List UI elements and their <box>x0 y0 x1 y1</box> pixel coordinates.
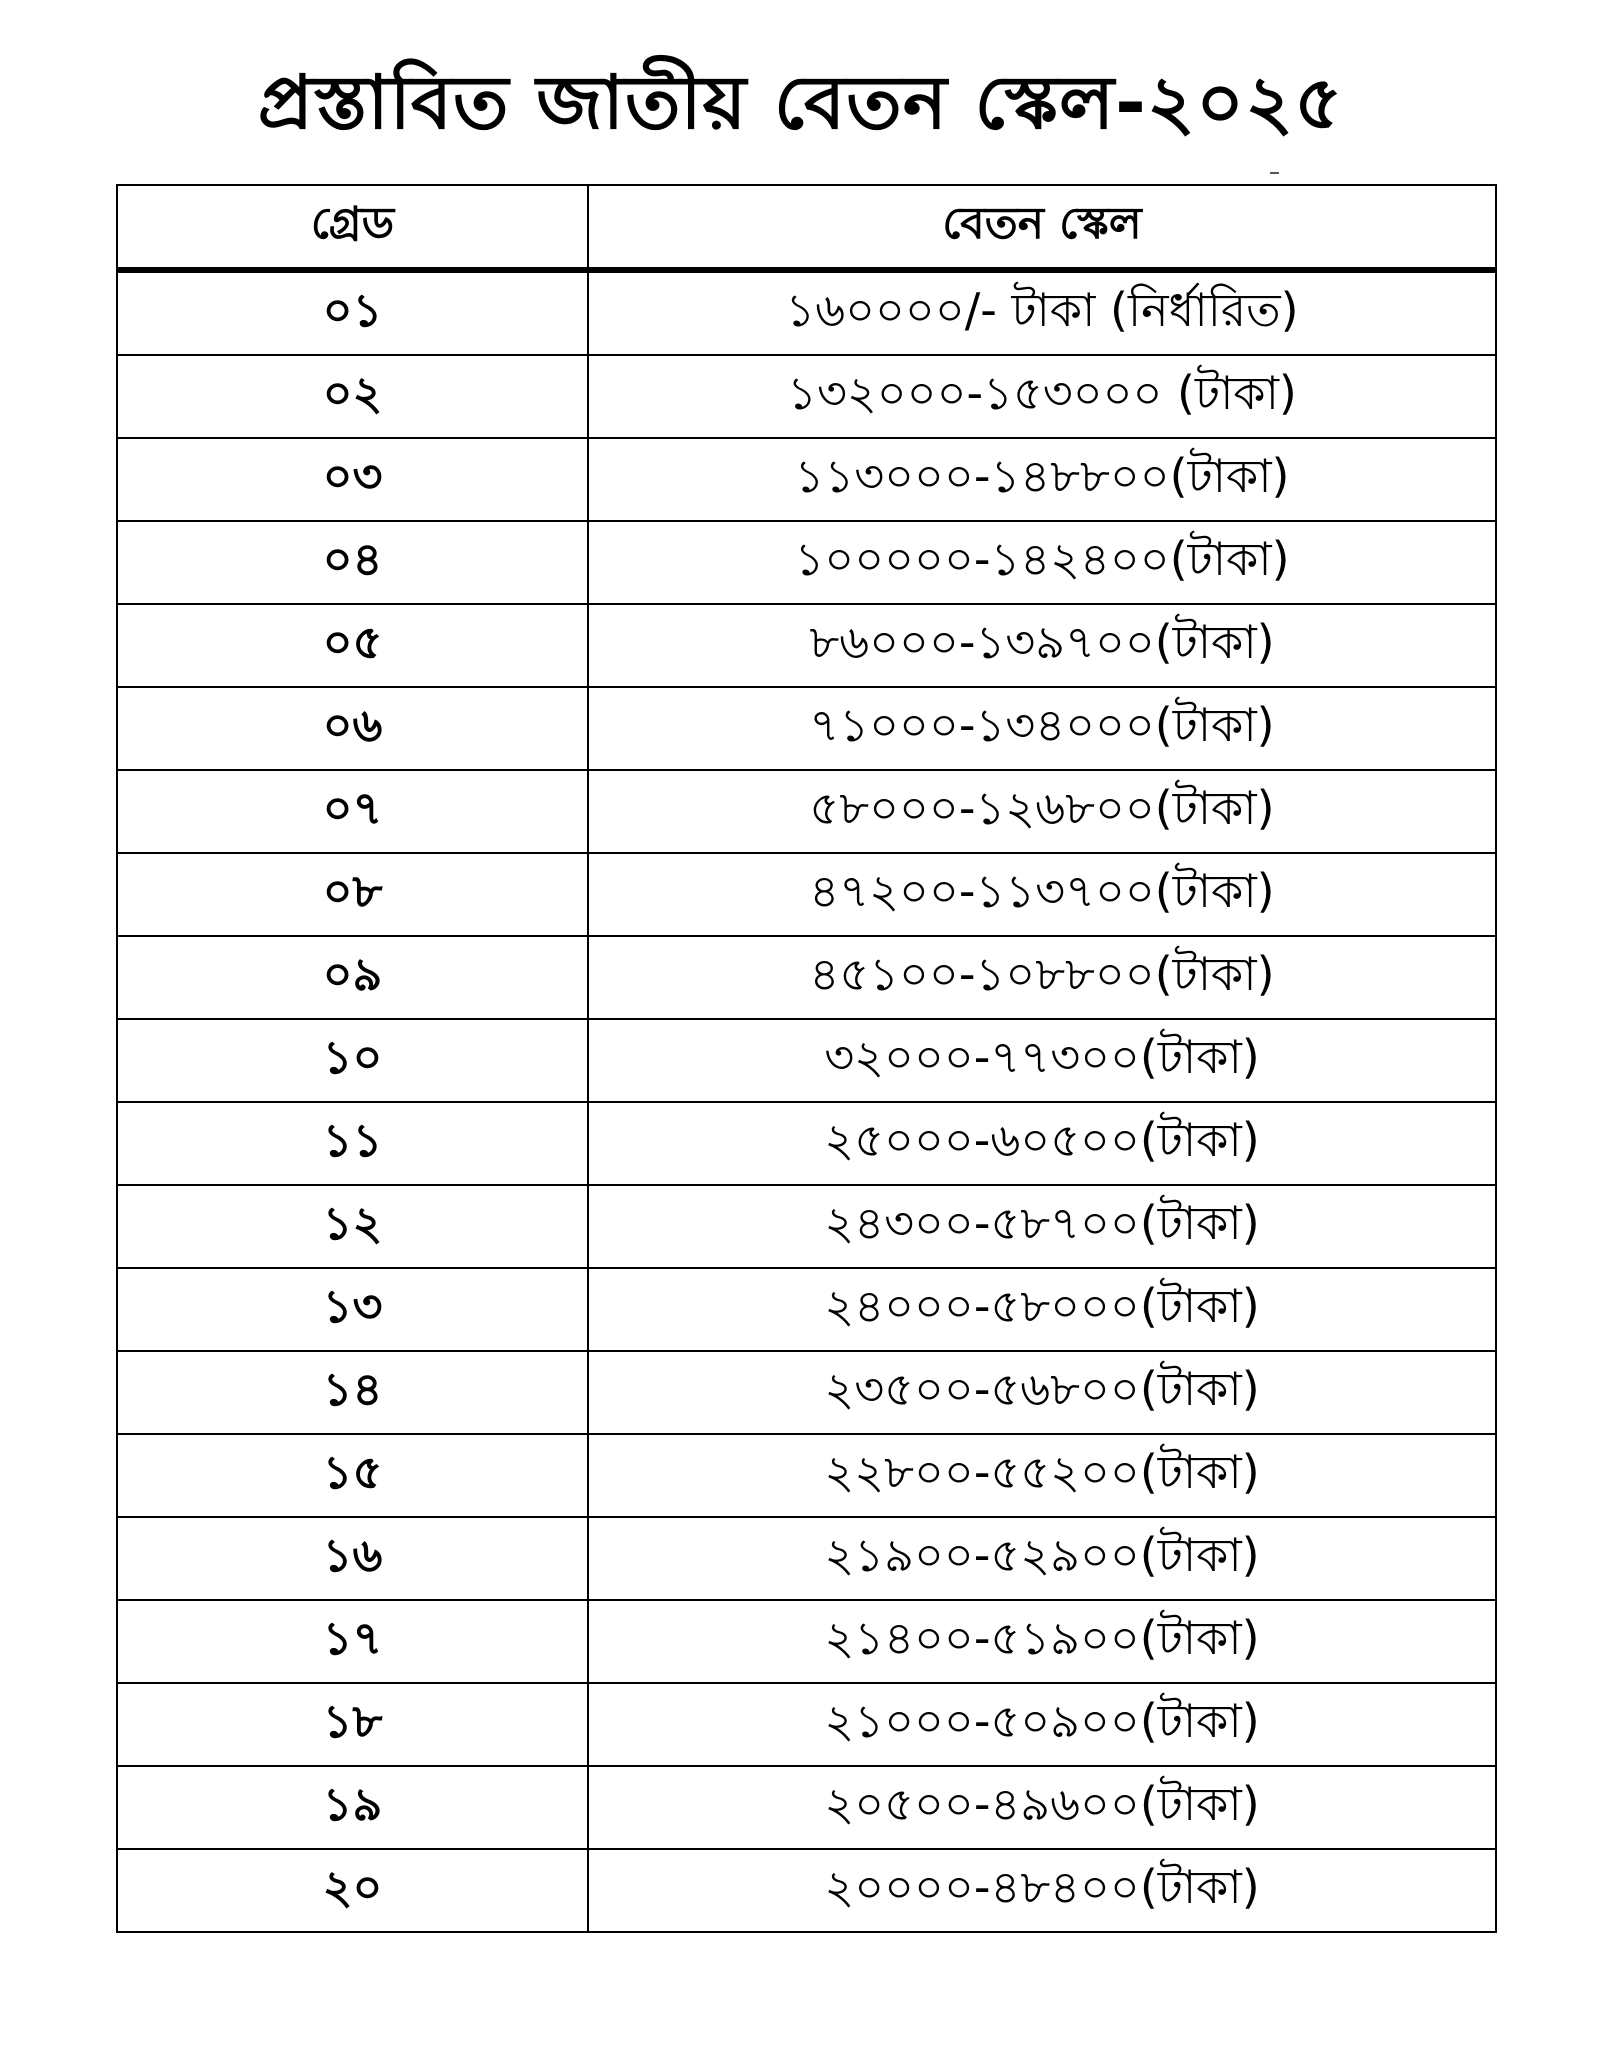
grade-cell: ১৩ <box>117 1268 588 1351</box>
grade-cell: ০৮ <box>117 853 588 936</box>
table-row <box>117 1766 1496 1849</box>
table-row <box>117 1019 1496 1102</box>
grade-cell: ০৩ <box>117 438 588 521</box>
scale-cell: ২১০০০-৫০৯০০(টাকা) <box>588 1683 1496 1766</box>
table-row <box>117 355 1496 438</box>
grade-cell: ১৭ <box>117 1600 588 1683</box>
scale-cell: ২০০০০-৪৮৪০০(টাকা) <box>588 1849 1496 1932</box>
scale-cell: ২৪৩০০-৫৮৭০০(টাকা) <box>588 1185 1496 1268</box>
table-row <box>117 936 1496 1019</box>
grade-column-header: গ্রেড <box>117 185 588 270</box>
table-row <box>117 853 1496 936</box>
table-row <box>117 770 1496 853</box>
scale-cell: ২১৪০০-৫১৯০০(টাকা) <box>588 1600 1496 1683</box>
table-row <box>117 1351 1496 1434</box>
grade-cell: ০৫ <box>117 604 588 687</box>
grade-cell: ০৭ <box>117 770 588 853</box>
grade-cell: ১২ <box>117 1185 588 1268</box>
scale-cell: ৩২০০০-৭৭৩০০(টাকা) <box>588 1019 1496 1102</box>
scale-cell: ১০০০০০-১৪২৪০০(টাকা) <box>588 521 1496 604</box>
table-row <box>117 270 1496 355</box>
table-row <box>117 604 1496 687</box>
grade-cell: ০২ <box>117 355 588 438</box>
scale-cell: ১১৩০০০-১৪৮৮০০(টাকা) <box>588 438 1496 521</box>
table-row <box>117 1849 1496 1932</box>
table-row <box>117 1683 1496 1766</box>
table-row <box>117 1517 1496 1600</box>
grade-cell: ১৫ <box>117 1434 588 1517</box>
scale-cell: ৪৭২০০-১১৩৭০০(টাকা) <box>588 853 1496 936</box>
pay-scale-table <box>116 184 1497 1933</box>
scale-cell: ৫৮০০০-১২৬৮০০(টাকা) <box>588 770 1496 853</box>
scale-cell: ২৫০০০-৬০৫০০(টাকা) <box>588 1102 1496 1185</box>
grade-cell: ১৪ <box>117 1351 588 1434</box>
scale-cell: ২২৮০০-৫৫২০০(টাকা) <box>588 1434 1496 1517</box>
grade-cell: ১৬ <box>117 1517 588 1600</box>
grade-cell: ২০ <box>117 1849 588 1932</box>
scale-cell: ২৪০০০-৫৮০০০(টাকা) <box>588 1268 1496 1351</box>
grade-cell: ১১ <box>117 1102 588 1185</box>
page-title: প্রস্তাবিত জাতীয় বেতন স্কেল-২০২৫ <box>257 60 1344 146</box>
grade-cell: ০৬ <box>117 687 588 770</box>
table-row <box>117 687 1496 770</box>
scale-cell: ৭১০০০-১৩৪০০০(টাকা) <box>588 687 1496 770</box>
table-row <box>117 1268 1496 1351</box>
scale-column-header: বেতন স্কেল <box>588 185 1496 270</box>
grade-cell: ১৮ <box>117 1683 588 1766</box>
scale-cell: ৪৫১০০-১০৮৮০০(টাকা) <box>588 936 1496 1019</box>
table-row <box>117 1434 1496 1517</box>
scale-cell: ২০৫০০-৪৯৬০০(টাকা) <box>588 1766 1496 1849</box>
scale-cell: ২৩৫০০-৫৬৮০০(টাকা) <box>588 1351 1496 1434</box>
table-row <box>117 521 1496 604</box>
grade-cell: ০৯ <box>117 936 588 1019</box>
scale-cell: ২১৯০০-৫২৯০০(টাকা) <box>588 1517 1496 1600</box>
table-row <box>117 1600 1496 1683</box>
grade-cell: ০১ <box>117 270 588 355</box>
grade-cell: ১৯ <box>117 1766 588 1849</box>
grade-cell: ০৪ <box>117 521 588 604</box>
scale-cell: ১৩২০০০-১৫৩০০০ (টাকা) <box>588 355 1496 438</box>
table-row <box>117 438 1496 521</box>
grade-cell: ১০ <box>117 1019 588 1102</box>
scale-cell: ১৬০০০০/- টাকা (নির্ধারিত) <box>588 270 1496 355</box>
table-row <box>117 1185 1496 1268</box>
scale-cell: ৮৬০০০-১৩৯৭০০(টাকা) <box>588 604 1496 687</box>
table-row <box>117 1102 1496 1185</box>
scan-mark <box>1270 172 1279 174</box>
table-header-row <box>117 185 1496 270</box>
